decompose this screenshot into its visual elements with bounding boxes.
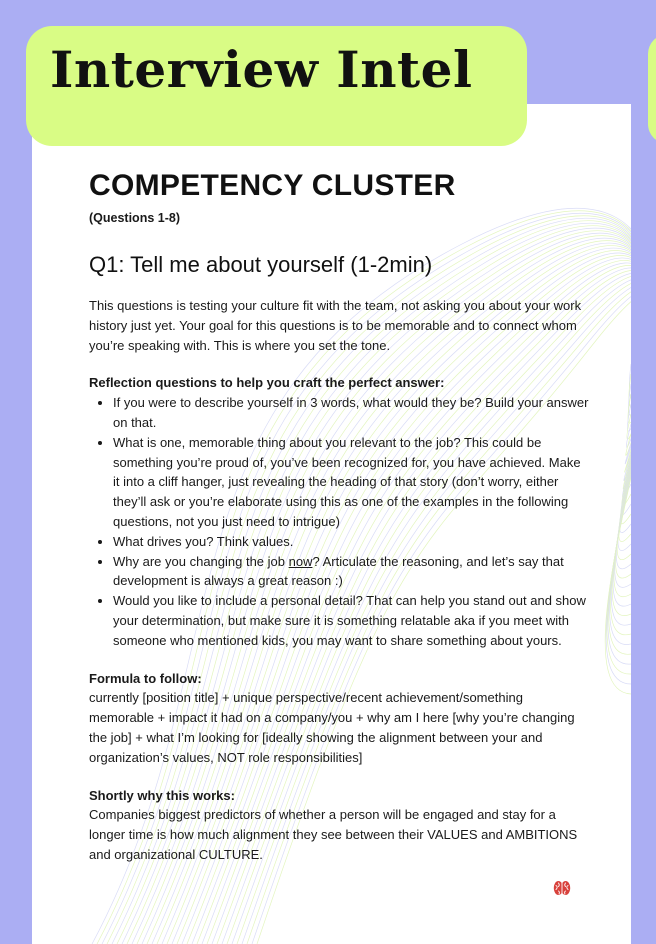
brand-title: Interview Intel — [50, 40, 473, 99]
question-title: Q1: Tell me about yourself (1-2min) — [89, 252, 433, 277]
list-item-text: Why are you changing the job — [113, 553, 289, 569]
document-content — [89, 166, 589, 865]
formula-label: Formula to follow: — [89, 670, 202, 686]
why-works-text: Companies biggest predictors of whether a person will be engaged and stay for a longer time is how much alignment they see between their VALUES and AMBITIONS and organizational CULTURE. — [89, 807, 578, 862]
section-heading: COMPETENCY CLUSTER — [89, 169, 456, 202]
list-item: • What drives you? Think values. — [113, 532, 589, 552]
why-works-label: Shortly why this works: — [89, 787, 235, 803]
formula-text: currently [position title] + unique perspective/recent achievement/something memorable + impact it had on a company/you + why am I here [why you’re changing the job] + what I’m looking for [ideally showing the alignment between your and organization’s values, NOT role responsibilities] — [89, 690, 575, 765]
brain-icon — [553, 879, 571, 897]
emphasis-now: now — [288, 553, 313, 569]
question-intro: This questions is testing your culture fit with the team, not asking you about your work history just yet. Your goal for this questions is to be memorable and to connect whom you’re speaking with. This is where you set the tone. — [89, 298, 582, 353]
next-page-tab — [648, 34, 656, 144]
brain-shape — [554, 881, 570, 895]
list-item: • Would you like to include a personal detail? That can help you stand out and show your determination, but make sure it is something relatable aka if you meet with someone who mentioned kids, you may want to share something about yours. — [113, 591, 589, 650]
reflection-label: Reflection questions to help you craft the perfect answer: — [89, 375, 445, 391]
section-subheading: (Questions 1-8) — [89, 211, 180, 225]
list-item — [113, 552, 589, 592]
brand-banner — [26, 26, 527, 146]
list-item: • If you were to describe yourself in 3 words, what would they be? Build your answer on that. — [113, 393, 589, 433]
list-item-text: ? Articulate the reasoning, and let’s say that development is always a great reason :) — [113, 553, 564, 589]
reflection-list — [89, 393, 589, 650]
list-item: • What is one, memorable thing about you relevant to the job? This could be something you’re proud of, you’ve been recognized for, you have achieved. Make it into a cliff hanger, just revealing the heading of that story (don’t worry, either they’ll ask or you’re elaborate using this as one of the examples in the following questions, not you just need to intrigue) — [113, 433, 589, 532]
